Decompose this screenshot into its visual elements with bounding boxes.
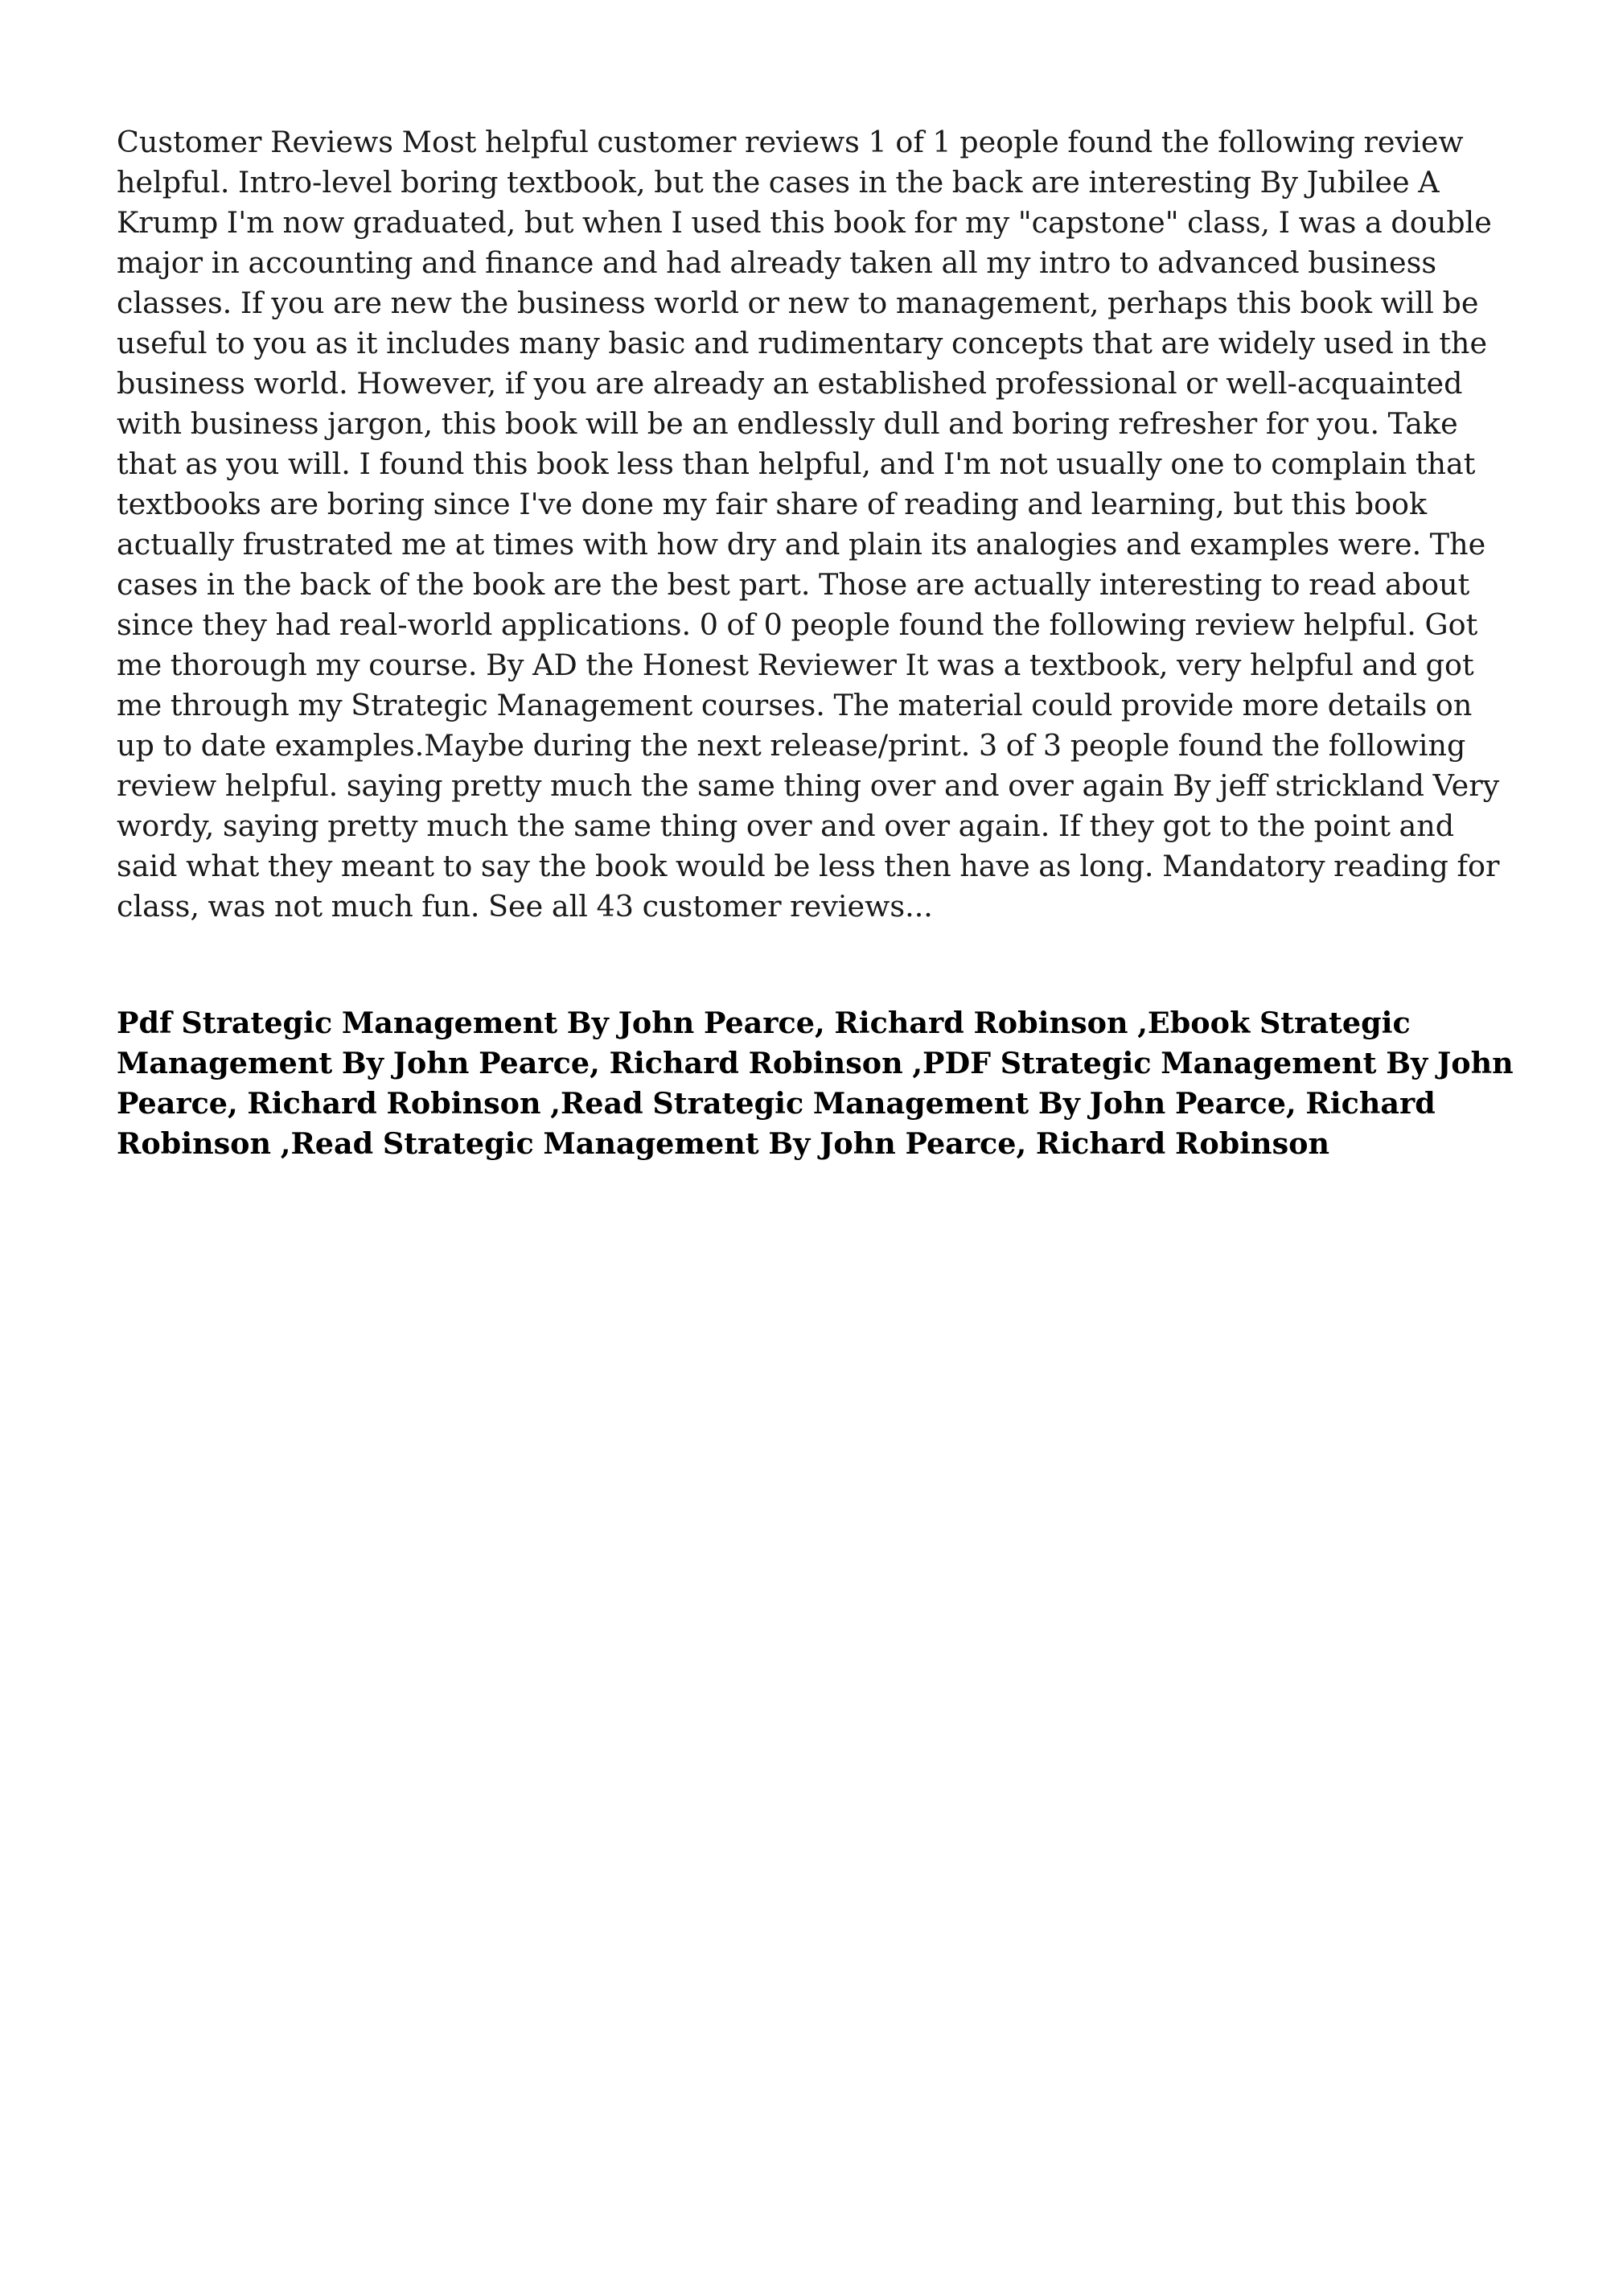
customer-reviews-paragraph: Customer Reviews Most helpful customer reviews 1 of 1 people found the following review helpful. Intro-level boring textbook, but the cases in the back are interesting By Jubilee A Krump I'm now graduated, but when I used this book for my "capstone" class, I was a double major in accounting and finance and had already taken all my intro to advanced business classes. If you are new the business world or new to management, perhaps this book will be useful to you as it includes many basic and rudimentary concepts that are widely used in the business world. However, if you are already an established professional or well-acquainted with business jargon, this book will be an endlessly dull and boring refresher for you. Take that as you will. I found this book less than helpful, and I'm not usually one to complain that textbooks are boring since I've done my fair share of reading and learning, but this book actually frustrated me at times with how dry and plain its analogies and examples were. The cases in the back of the book are the best part. Those are actually interesting to read about since they had real-world applications. 0 of 0 people found the following review helpful. Got me thorough my course. By AD the Honest Reviewer It was a textbook, very helpful and got me through my Strategic Management courses. The material could provide more details on up to date examples.Maybe during the next release/print. 3 of 3 people found the following review helpful. saying pretty much the same thing over and over again By jeff strickland Very wordy, saying pretty much the same thing over and over again. If they got to the point and said what they meant to say the book would be less then have as long. Mandatory reading for class, was not much fun. See all 43 customer reviews... [117,125,1500,924]
keywords-paragraph: Pdf Strategic Management By John Pearce, Richard Robinson ,Ebook Strategic Management By John Pearce, Richard Robinson ,PDF Strategic Management By John Pearce, Richard Robinson ,Read Strategic Management By John Pearce, Richard Robinson ,Read Strategic Management By John Pearce, Richard Robinson [117,1006,1514,1161]
page-content [117,122,1516,1164]
